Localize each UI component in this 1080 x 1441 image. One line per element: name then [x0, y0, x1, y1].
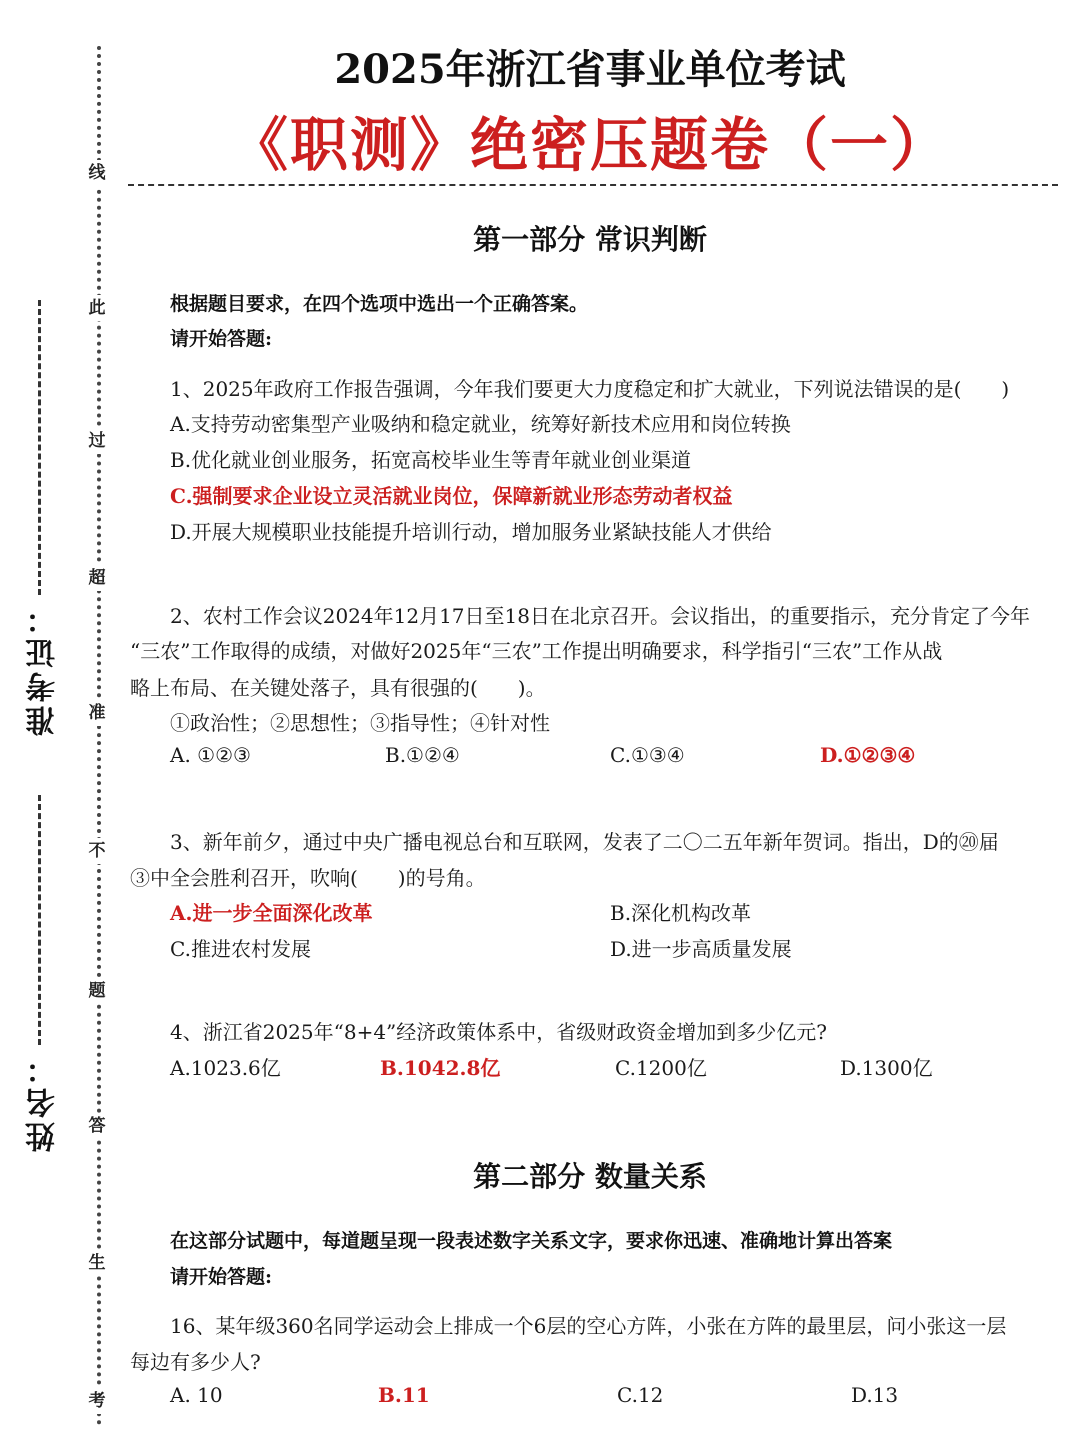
q16-stem-line1: 16、某年级360名同学运动会上排成一个6层的空心方阵，小张在方阵的最里层，问小张这一层 [170, 1314, 1007, 1338]
q3-option-d: D.进一步高质量发展 [610, 937, 792, 961]
name-underline [38, 795, 41, 1045]
part1-heading: 第一部分 常识判断 [473, 223, 707, 256]
binding-char: 不 [84, 838, 110, 864]
q3-option-a-answer: A.进一步全面深化改革 [170, 901, 373, 925]
binding-char: 考 [84, 1388, 110, 1414]
binding-char: 此 [84, 295, 110, 321]
q2-stem-line2: “三农”工作取得的成绩，对做好2025年“三农”工作提出明确要求，科学指引“三农”工作从战 [130, 639, 943, 663]
q2-stem-line3: 略上布局、在关键处落子，具有很强的( )。 [130, 676, 546, 700]
q3-stem-line2: ③中全会胜利召开，吹响( )的号角。 [130, 866, 486, 890]
binding-char: 超 [84, 565, 110, 591]
part2-instruction: 在这部分试题中，每道题呈现一段表述数字关系文字，要求你迅速、准确地计算出答案 [170, 1230, 893, 1252]
binding-char: 线 [84, 160, 110, 186]
q4-stem: 4、浙江省2025年“8+4”经济政策体系中，省级财政资金增加到多少亿元? [170, 1020, 828, 1044]
exam-id-underline [38, 300, 41, 595]
binding-char: 题 [84, 978, 110, 1004]
q16-stem-line2: 每边有多少人? [130, 1350, 261, 1374]
part1-instruction: 根据题目要求，在四个选项中选出一个正确答案。 [170, 293, 589, 315]
exam-title: 2025年浙江省事业单位考试 [334, 46, 846, 93]
q16-option-b-answer: B.11 [378, 1383, 430, 1407]
q16-option-d: D.13 [851, 1383, 899, 1407]
q4-option-d: D.1300亿 [840, 1056, 933, 1080]
q1-option-c-answer: C.强制要求企业设立灵活就业岗位，保障新就业形态劳动者权益 [170, 484, 733, 508]
q2-items: ①政治性；②思想性；③指导性；④针对性 [170, 711, 550, 735]
q3-stem-line1: 3、新年前夕，通过中央广播电视总台和互联网，发表了二〇二五年新年贺词。指出，D的⑳届 [170, 830, 999, 854]
q2-option-d-answer: D.①②③④ [820, 743, 916, 767]
binding-char: 过 [84, 428, 110, 454]
part1-start: 请开始答题: [170, 328, 273, 350]
q1-option-d: D.开展大规模职业技能提升培训行动，增加服务业紧缺技能人才供给 [170, 520, 772, 544]
q1-stem: 1、2025年政府工作报告强调，今年我们要更大力度稳定和扩大就业，下列说法错误的是( ) [170, 377, 1010, 401]
q4-option-c: C.1200亿 [615, 1056, 707, 1080]
q4-option-b-answer: B.1042.8亿 [380, 1056, 501, 1080]
part2-start: 请开始答题: [170, 1266, 273, 1288]
q3-option-b: B.深化机构改革 [610, 901, 752, 925]
binding-char: 答 [84, 1113, 110, 1139]
q4-option-a: A.1023.6亿 [170, 1056, 281, 1080]
binding-char: 准 [84, 700, 110, 726]
q1-option-a: A.支持劳动密集型产业吸纳和稳定就业，统筹好新技术应用和岗位转换 [170, 412, 791, 436]
binding-char: 生 [84, 1250, 110, 1276]
binding-dotted-line [97, 46, 101, 1426]
part2-heading: 第二部分 数量关系 [473, 1160, 707, 1193]
q16-option-c: C.12 [617, 1383, 664, 1407]
q2-option-c: C.①③④ [610, 743, 685, 767]
q2-option-a: A. ①②③ [170, 743, 251, 767]
q16-option-a: A. 10 [170, 1383, 223, 1407]
q3-option-c: C.推进农村发展 [170, 937, 311, 961]
q2-option-b: B.①②④ [385, 743, 460, 767]
name-label: 姓名： [26, 1050, 61, 1152]
paper-title: 《职测》绝密压题卷（一） [229, 111, 950, 179]
q1-option-b: B.优化就业创业服务，拓宽高校毕业生等青年就业创业渠道 [170, 448, 692, 472]
q2-stem-line1: 2、农村工作会议2024年12月17日至18日在北京召开。会议指出，的重要指示，充分肯定了今年 [170, 604, 1030, 628]
exam-id-label: 准考证： [26, 600, 61, 736]
cut-line [128, 184, 1058, 186]
